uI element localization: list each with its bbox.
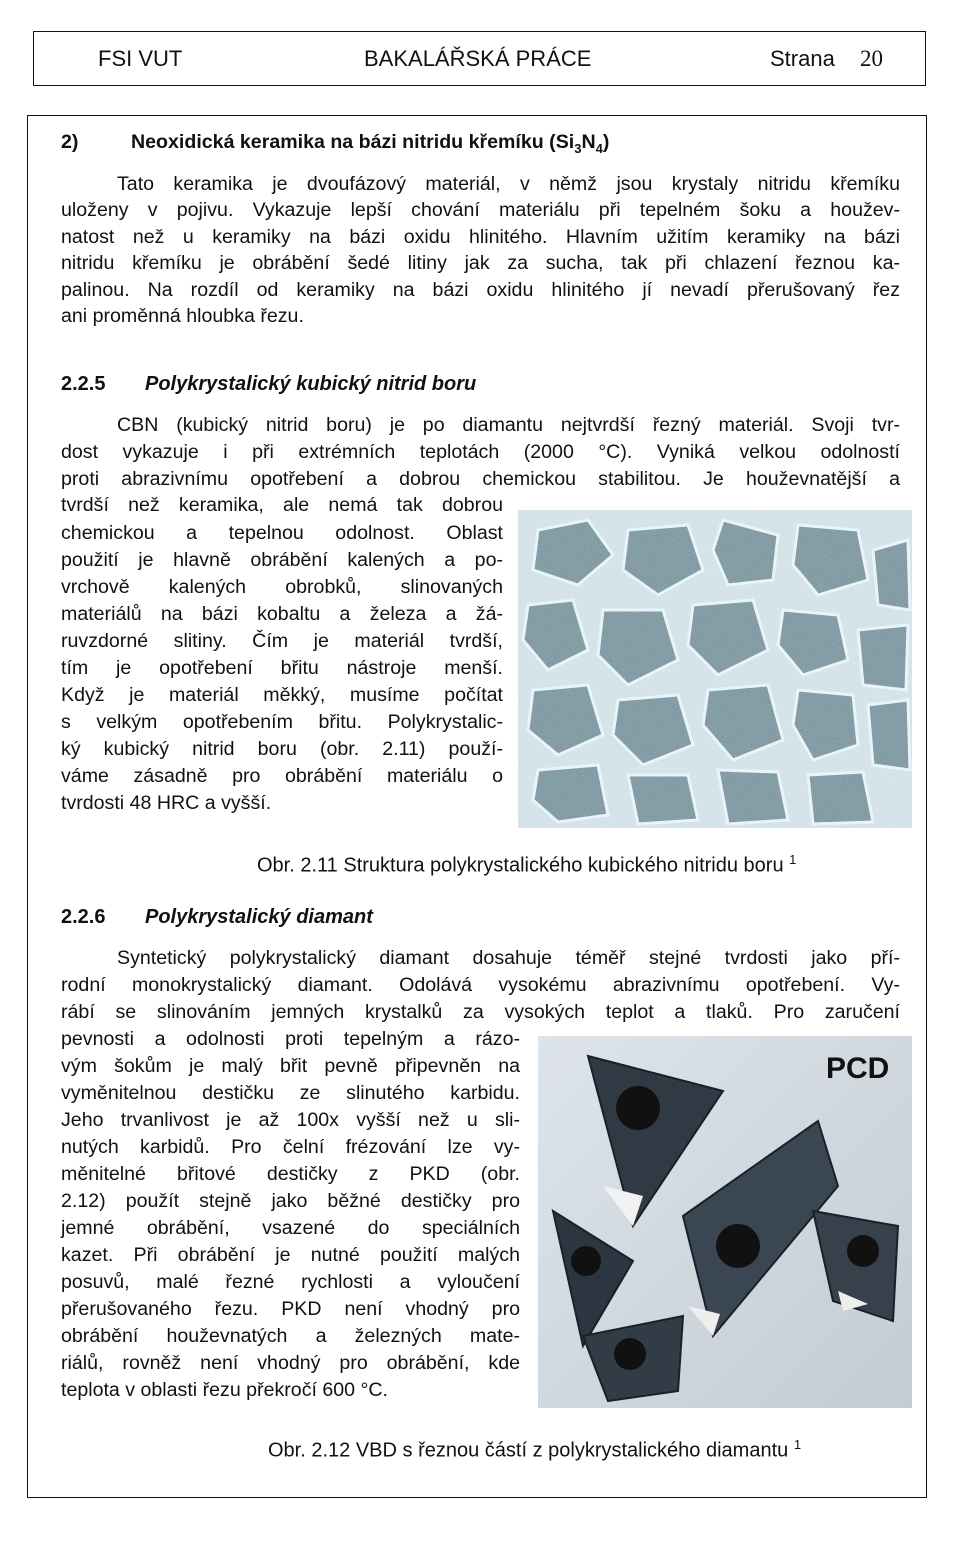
section-heading: Polykrystalický diamant (145, 906, 373, 928)
paragraph-line: posuvů, malé řezné rychlosti a vylоučení (61, 1271, 520, 1293)
paragraph-line: jemné obrábění, vsazené do speciálních (61, 1217, 520, 1239)
paragraph-line: rodní monokrystalický diamant. Odolává vysokému abrazivnímu opotřebení. Vy- (61, 974, 900, 996)
paragraph-line: ký kubický nitrid boru (obr. 2.11) použí- (61, 738, 503, 760)
section-number: 2) (61, 131, 79, 153)
paragraph-line: použití je hlavně obrábění kalených a po- (61, 549, 503, 571)
paragraph-line: Syntetický polykrystalický diamant dosahuje téměř stejné tvrdosti jako pří- (117, 947, 900, 969)
paragraph-line: CBN (kubický nitrid boru) je po diamantu nejtvrdší řezný materiál. Svoji tvr- (117, 414, 900, 436)
header-faculty: FSI VUT (98, 46, 183, 71)
paragraph-line: rábí se slinováním jemných krystalků za vysokých teplot a tlaků. Pro zaručení (61, 1001, 900, 1023)
header-page-number: 20 (860, 46, 883, 71)
paragraph-line: vým šokům je malý břit pevně připevněn na (61, 1055, 520, 1077)
header-page-label: Strana (770, 46, 835, 71)
paragraph-line: palinou. Na rozdíl od keramiky na bázi oxidu hlinitého jí nevadí přerušovaný řez (61, 279, 900, 301)
paragraph-line: Jeho trvanlivost je až 100x vyšší než u sli- (61, 1109, 520, 1131)
paragraph-line: vrchově kalených obrobků, slinovaných (61, 576, 503, 598)
paragraph-line: vyměnitelnou destičku ze slinutého karbidu. (61, 1082, 520, 1104)
paragraph-line: nutých karbidů. Pro čelní frézování lze vy- (61, 1136, 520, 1158)
figure-caption: Obr. 2.11 Struktura polykrystalického kubického nitridu boru $^1$ (257, 852, 797, 877)
pcd-logo (826, 1052, 889, 1085)
paragraph-line: materiálů na bázi kobaltu a železa a žá- (61, 603, 503, 625)
header-title: BAKALÁŘSKÁ PRÁCE (364, 46, 592, 71)
paragraph-line: 2.12) použít stejně jako běžné destičky pro (61, 1190, 520, 1212)
paragraph-line: tvrdosti 48 HRC a vyšší. (61, 792, 272, 814)
paragraph-line: obrábění houževnatých a železných mate- (61, 1325, 520, 1347)
paragraph-line: ani proměnná hloubka řezu. (61, 305, 304, 327)
paragraph-line: tvrdší než keramika, ale nemá tak dobrou (61, 494, 503, 516)
page-header (33, 31, 926, 86)
cbn-structure-photo (518, 510, 912, 828)
section-number: 2.2.5 (61, 373, 106, 395)
paragraph-line: nitridu křemíku je obrábění šedé litiny jak za sucha, tak při chlazení řeznou ka- (61, 252, 900, 274)
pcd-inserts-photo (538, 1036, 912, 1408)
svg-text:PCD: PCD (826, 1052, 890, 1085)
figure-caption: Obr. 2.12 VBD s řeznou částí z polykrystalického diamantu $^1$ (268, 1437, 802, 1462)
paragraph-line: chemickou a tepelnou odolnost. Oblast (61, 522, 503, 544)
paragraph-line: proti abrazivnímu opotřebení a dobrou chemickou stabilitou. Je houževnatější a (61, 468, 900, 490)
paragraph-line: ruvzdorné slitiny. Čím je materiál tvrdší, (61, 630, 503, 652)
paragraph-line: váme zásadně pro obrábění materiálu o (61, 765, 503, 787)
paragraph-line: uloženy v pojivu. Vykazuje lepší chování materiálu při tepelném šoku a houžev- (61, 199, 900, 221)
paragraph-line: měnitelné břitové destičky z PKD (obr. (61, 1163, 520, 1185)
paragraph-line: natost než u keramiky na bázi oxidu hlinitého. Hlavním užitím keramiky na bázi (61, 226, 900, 248)
section-heading: Neoxidická keramika na bázi nitridu křemíku $(Si_3N_4)$ (131, 131, 610, 156)
paragraph-line: Tato keramika je dvoufázový materiál, v němž jsou krystaly nitridu křemíku (117, 173, 900, 195)
paragraph-line: kazet. Při obrábění je nutné použití malých (61, 1244, 520, 1266)
paragraph-line: teplota v oblasti řezu překročí 600 °C. (61, 1379, 388, 1401)
paragraph-line: pevnosti a odolnosti proti tepelným a rázo- (61, 1028, 520, 1050)
paragraph-line: přerušovaného řezu. PKD není vhodný pro (61, 1298, 520, 1320)
paragraph-line: riálů, rovněž není vhodný pro obrábění, kde (61, 1352, 520, 1374)
paragraph-line: s velkým opotřebením břitu. Polykrystalic- (61, 711, 503, 733)
paragraph-line: tím je opotřebení břitu nástroje menší. (61, 657, 503, 679)
section-heading: Polykrystalický kubický nitrid boru (145, 373, 477, 395)
section-number: 2.2.6 (61, 906, 106, 928)
paragraph-line: dost vykazuje i při extrémních teplotách (2000 °C). Vyniká velkou odolností (61, 441, 900, 463)
paragraph-line: Když je materiál měkký, musíme počítat (61, 684, 503, 706)
